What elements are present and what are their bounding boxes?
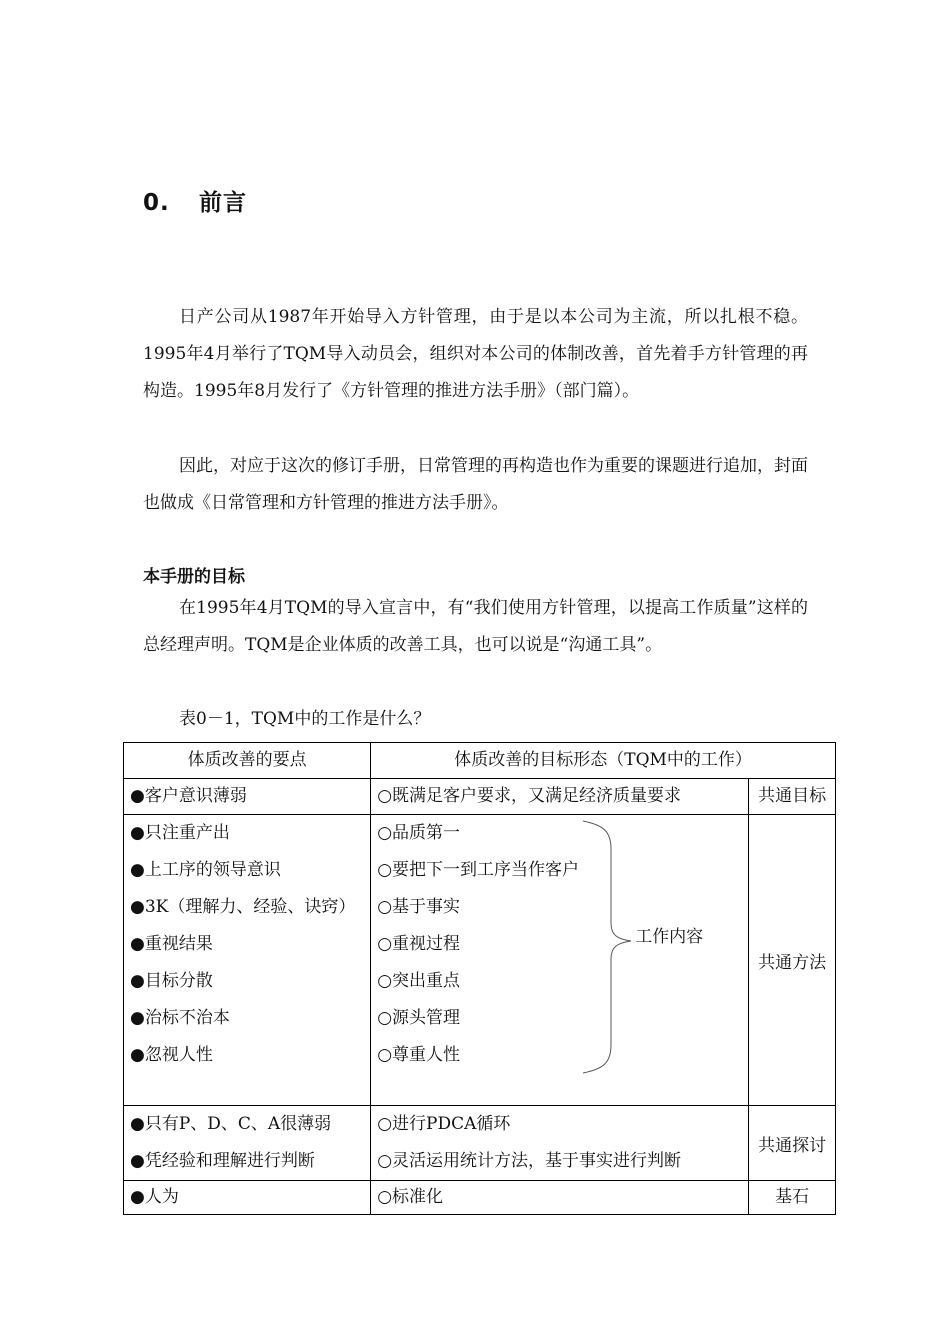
point-item: ●治标不治本 [130,1008,230,1028]
target-item: ○标准化 [377,1187,444,1207]
intro-paragraph-2: 因此，对应于这次的修订手册，日常管理的再构造也作为重要的课题进行追加，封面也做成《日常管理和方针管理的推进方法手册》。 [143,456,808,513]
point-item: ●3K（理解力、经验、诀窍） [130,897,356,917]
target-item: ○重视过程 [377,934,461,954]
point-item: ●忽视人性 [130,1045,213,1065]
target-item: ○灵活运用统计方法，基于事实进行判断 [377,1151,682,1171]
category-cell: 共通探讨 [749,1106,836,1181]
category-cell: 共通目标 [749,779,836,815]
target-item: ○要把下一到工序当作客户 [377,860,580,880]
table-header-row [124,743,836,779]
point-item: ●上工序的领导意识 [130,860,281,880]
curly-brace-icon [581,819,641,1075]
page-title [143,184,247,217]
table-row [124,779,836,815]
target-item: ○突出重点 [377,971,461,991]
target-item: ○既满足客户要求，又满足经济质量要求 [377,786,682,806]
point-item: ●只注重产出 [130,823,230,843]
table-row [124,1181,836,1215]
points-cell [124,779,371,815]
target-item: ○基于事实 [377,897,461,917]
target-item: ○尊重人性 [377,1045,461,1065]
heading-number: 0. [143,190,170,216]
targets-cell [371,779,749,815]
section-title: 本手册的目标 [143,567,245,587]
point-item: ●只有P、D、C、A很薄弱 [130,1114,332,1134]
point-item: ●客户意识薄弱 [130,786,247,806]
point-item: ●目标分散 [130,971,213,991]
category-cell: 共通方法 [749,815,836,1106]
category-cell: 基石 [749,1181,836,1215]
table-row [124,815,836,1106]
points-cell [124,1106,371,1181]
table-row [124,1106,836,1181]
point-item: ●重视结果 [130,934,213,954]
targets-bracket-group [377,815,742,1074]
target-item: ○进行PDCA循环 [377,1114,511,1134]
targets-cell [371,1181,749,1215]
table-caption: 表0－1，TQM中的工作是什么？ [179,709,431,729]
target-item: ○源头管理 [377,1008,461,1028]
section-paragraph: 在1995年4月TQM的导入宣言中，有“我们使用方针管理，以提高工作质量”这样的总经理声明。TQM是企业体质的改善工具，也可以说是“沟通工具”。 [143,598,808,655]
points-cell [124,815,371,1106]
targets-cell [371,815,749,1106]
table-header-points: 体质改善的要点 [124,743,371,779]
point-item: ●凭经验和理解进行判断 [130,1151,315,1171]
intro-paragraph-1: 日产公司从1987年开始导入方针管理，由于是以本公司为主流，所以扎根不稳。1995年4月举行了TQM导入动员会，组织对本公司的体制改善，首先着手方针管理的再构造。1995年8月发行了《方针管理的推进方法手册》（部门篇）。 [143,307,808,401]
heading-title: 前言 [199,190,247,216]
point-item: ●人为 [130,1187,179,1207]
points-cell [124,1181,371,1215]
tqm-table [123,742,836,1215]
targets-cell [371,1106,749,1181]
target-item: ○品质第一 [377,823,461,843]
table-header-targets: 体质改善的目标形态（TQM中的工作） [371,743,836,779]
bracket-label: 工作内容 [635,927,704,947]
